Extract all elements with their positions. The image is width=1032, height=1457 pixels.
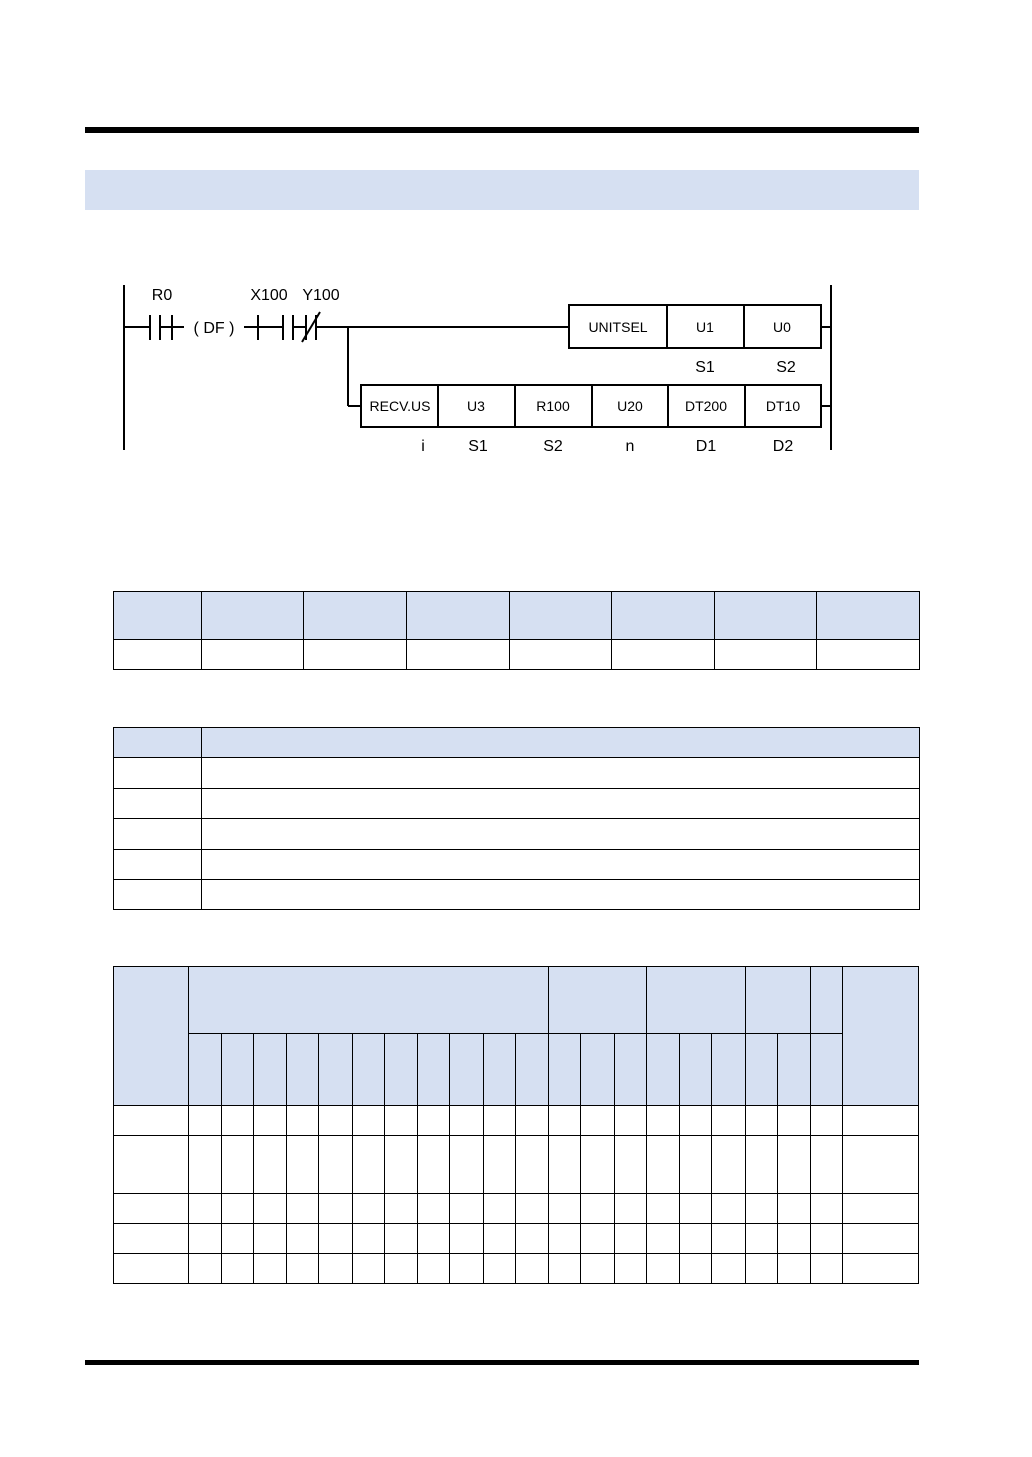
unitsel-operand: S1 [695,359,715,376]
contact-label-y100: Y100 [302,287,340,304]
table-header-row [114,728,920,758]
recv-cell: R100 [536,398,570,414]
bottom-rule [85,1360,919,1365]
recv-operand: D1 [695,438,717,455]
table-3 [113,966,919,1284]
df-label: ( DF ) [193,320,235,337]
recv-operand: S1 [468,438,488,455]
table-row [114,850,920,880]
unitsel-operand: S2 [776,359,796,376]
section-heading-band [85,170,919,210]
table-row [114,819,920,850]
recv-cell: U20 [617,398,643,414]
table-row [114,1254,919,1284]
recv-operand: i [421,438,425,455]
table-header-row [114,967,919,1034]
table-row [114,758,920,789]
table-subheader-row [114,1034,919,1106]
table-row [114,880,920,910]
table-header-row [114,592,920,640]
table-row [114,640,920,670]
recv-operand: D2 [772,438,794,455]
recv-cell: U3 [467,398,485,414]
table-2 [113,727,920,910]
table-row [114,1136,919,1194]
unitsel-cell: U0 [773,319,791,335]
unitsel-cell: U1 [696,319,714,335]
table-row [114,789,920,819]
table-1 [113,591,920,670]
contact-label-r0: R0 [151,287,173,304]
table-row [114,1106,919,1136]
recv-cell: DT200 [684,398,728,414]
ladder-diagram [0,270,1032,470]
recv-cell: DT10 [765,398,801,414]
table-row [114,1194,919,1224]
contact-r0-icon [150,315,160,340]
recv-operand: n [625,438,635,455]
top-rule [85,127,919,133]
table-row [114,1224,919,1254]
contact-x100-icon [283,315,293,340]
recv-operand: S2 [543,438,563,455]
contact-label-x100: X100 [250,287,288,304]
unitsel-cell: UNITSEL [588,319,648,335]
recv-cell: RECV.US [369,398,431,414]
